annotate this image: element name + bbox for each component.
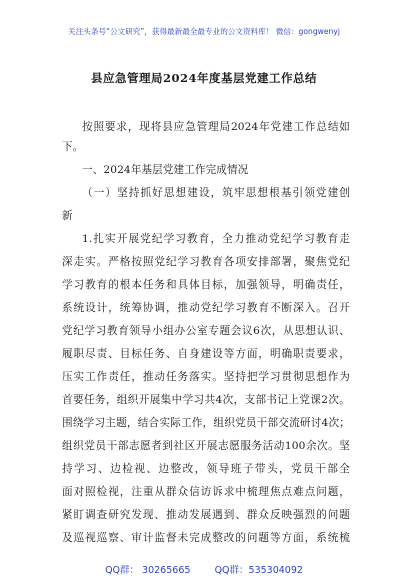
document-title: 县应急管理局2024年度基层党建工作总结 — [90, 71, 317, 85]
paragraph-line: 学习教育的根本任务和具体目标，加强领导，明确责任， — [62, 279, 350, 291]
paragraph-line: 持学习、边检视、边整改，领导班子带头，党员干部全 — [62, 463, 350, 475]
paragraph-line: 紧盯调查研究发现、推动发展遇到、群众反映强烈的问题 — [62, 509, 350, 521]
paragraph-line: 党纪学习教育领导小组办公室专题会议6次，从思想认识、 — [62, 325, 350, 337]
paragraph-line: 面对照检视，注重从群众信访诉求中梳理焦点难点问题， — [62, 486, 350, 498]
paragraph-line: 新 — [62, 210, 73, 222]
paragraph-line: 按照要求，现将县应急管理局2024年党建工作总结如 — [82, 121, 350, 133]
paragraph-line: 深走实。严格按照党纪学习教育各项安排部署，聚焦党纪 — [62, 256, 350, 268]
paragraph-line: 及巡视巡察、审计监督未完成整改的问题等方面，系统梳 — [62, 532, 350, 544]
paragraph-line: 系统设计，统筹协调，推动党纪学习教育不断深入。召开 — [62, 302, 350, 314]
subsection-heading: （一）坚持抓好思想建设，筑牢思想根基引领党建创 — [82, 187, 350, 199]
paragraph-line: 履职尽责、目标任务、自身建设等方面，明确职责要求， — [62, 348, 350, 360]
footer-contact: QQ群： 30265665 QQ群：535304092 — [105, 565, 303, 576]
paragraph-line: 压实工作责任，推动任务落实。坚持把学习贯彻思想作为 — [62, 371, 350, 383]
section-heading: 一、2024年基层党建工作完成情况 — [82, 164, 249, 176]
paragraph-line: 下。 — [62, 141, 84, 153]
paragraph-line: 组织党员干部志愿者到社区开展志愿服务活动100余次。坚 — [62, 440, 350, 452]
paragraph-line: 首要任务，组织开展集中学习共4次，支部书记上党课2次。 — [62, 394, 350, 406]
paragraph-line: 围绕学习主题，结合实际工作，组织党员干部交流研讨4次； — [62, 417, 350, 429]
paragraph-line: 1.扎实开展党纪学习教育，全力推动党纪学习教育走 — [82, 233, 350, 245]
header-banner: 关注头条号“公文研究”，获得最新最全最专业的公文资料库！ 微信：gongwenyj — [68, 27, 340, 36]
